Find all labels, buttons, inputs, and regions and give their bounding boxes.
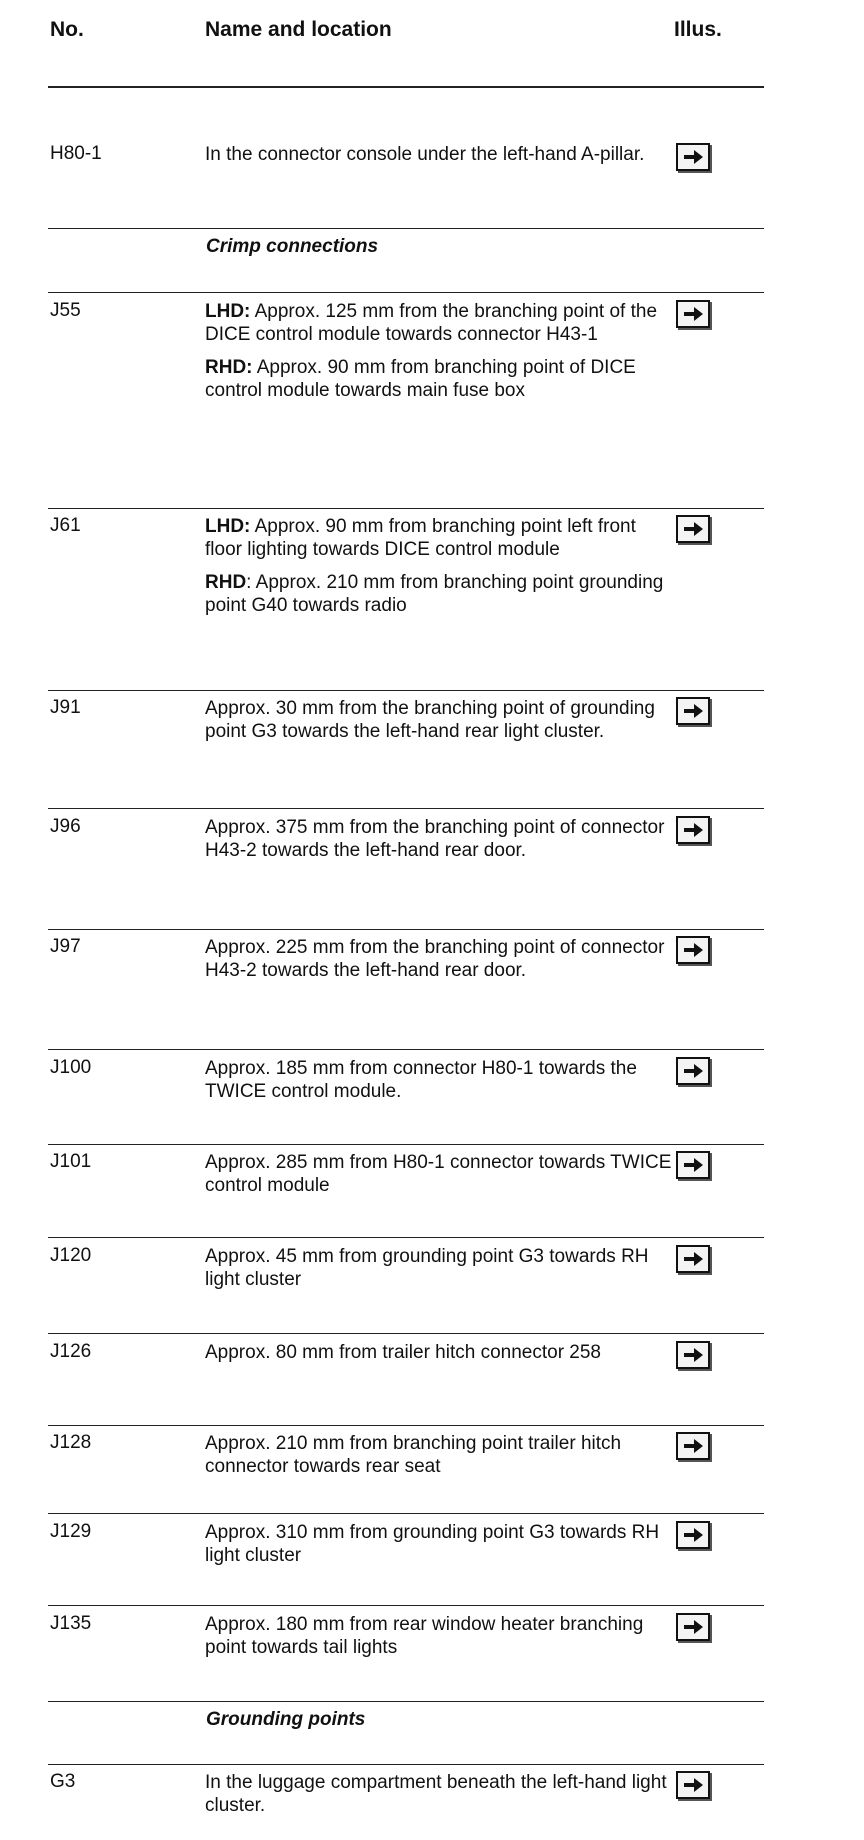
item-number: J100 — [50, 1057, 92, 1078]
arrow-right-icon[interactable] — [676, 300, 710, 328]
item-location: Approx. 375 mm from the branching point of connector H43-2 towards the left-hand rear door. — [205, 817, 665, 861]
column-header-name: Name and location — [205, 18, 392, 41]
item-number: J61 — [50, 515, 81, 536]
row-divider — [48, 1237, 764, 1238]
item-number: J126 — [50, 1341, 92, 1362]
row-divider — [48, 1513, 764, 1514]
item-location: In the connector console under the left-hand A-pillar. — [205, 144, 645, 165]
arrow-right-icon[interactable] — [676, 1341, 710, 1369]
row-divider — [48, 228, 764, 229]
item-number: J120 — [50, 1245, 92, 1266]
arrow-right-icon[interactable] — [676, 1613, 710, 1641]
arrow-right-icon[interactable] — [676, 1151, 710, 1179]
item-location: LHD: Approx. 90 mm from branching point left front floor lighting towards DICE control module RHD: Approx. 210 mm from branching point grounding point G40 towards radio — [205, 516, 664, 616]
arrow-right-icon[interactable] — [676, 697, 710, 725]
row-divider — [48, 808, 764, 809]
item-location: In the luggage compartment beneath the left-hand light cluster. — [205, 1772, 667, 1816]
row-divider — [48, 1701, 764, 1702]
row-divider — [48, 508, 764, 509]
item-location: Approx. 45 mm from grounding point G3 towards RH light cluster — [205, 1246, 649, 1290]
row-divider — [48, 1144, 764, 1145]
item-location: Approx. 30 mm from the branching point of grounding point G3 towards the left-hand rear light cluster. — [205, 698, 655, 742]
item-number: J96 — [50, 816, 81, 837]
arrow-right-icon[interactable] — [676, 816, 710, 844]
row-divider — [48, 929, 764, 930]
row-divider — [48, 1605, 764, 1606]
arrow-right-icon[interactable] — [676, 1432, 710, 1460]
item-location: LHD: Approx. 125 mm from the branching point of the DICE control module towards connector H43-1 RHD: Approx. 90 mm from branching point of DICE control module towards main fuse box — [205, 301, 658, 401]
section-heading-crimp: Crimp connections — [206, 236, 379, 257]
arrow-right-icon[interactable] — [676, 143, 710, 171]
column-header-illus: Illus. — [674, 18, 722, 41]
item-location: Approx. 285 mm from H80-1 connector towards TWICE control module — [205, 1152, 672, 1196]
item-number: J101 — [50, 1151, 92, 1172]
item-location: Approx. 225 mm from the branching point of connector H43-2 towards the left-hand rear door. — [205, 937, 665, 981]
row-divider — [48, 1333, 764, 1334]
section-heading-grounding: Grounding points — [206, 1709, 366, 1730]
item-number: J128 — [50, 1432, 92, 1453]
item-location: Approx. 310 mm from grounding point G3 towards RH light cluster — [205, 1522, 660, 1566]
arrow-right-icon[interactable] — [676, 515, 710, 543]
item-number: J129 — [50, 1521, 92, 1542]
row-divider — [48, 1049, 764, 1050]
item-number: G3 — [50, 1771, 76, 1792]
row-divider — [48, 1425, 764, 1426]
item-number: J55 — [50, 300, 81, 321]
arrow-right-icon[interactable] — [676, 1057, 710, 1085]
row-divider — [48, 1764, 764, 1765]
item-location: Approx. 185 mm from connector H80-1 towards the TWICE control module. — [205, 1058, 637, 1102]
item-location: Approx. 80 mm from trailer hitch connector 258 — [205, 1342, 602, 1363]
arrow-right-icon[interactable] — [676, 1771, 710, 1799]
row-divider — [48, 690, 764, 691]
arrow-right-icon[interactable] — [676, 1245, 710, 1273]
header-divider — [48, 86, 764, 88]
arrow-right-icon[interactable] — [676, 1521, 710, 1549]
row-divider — [48, 292, 764, 293]
column-header-no: No. — [50, 18, 84, 41]
arrow-right-icon[interactable] — [676, 936, 710, 964]
item-location: Approx. 180 mm from rear window heater branching point towards tail lights — [205, 1614, 644, 1658]
item-number: H80-1 — [50, 143, 102, 164]
item-location: Approx. 210 mm from branching point trailer hitch connector towards rear seat — [205, 1433, 622, 1477]
item-number: J135 — [50, 1613, 92, 1634]
item-number: J97 — [50, 936, 81, 957]
item-number: J91 — [50, 697, 81, 718]
